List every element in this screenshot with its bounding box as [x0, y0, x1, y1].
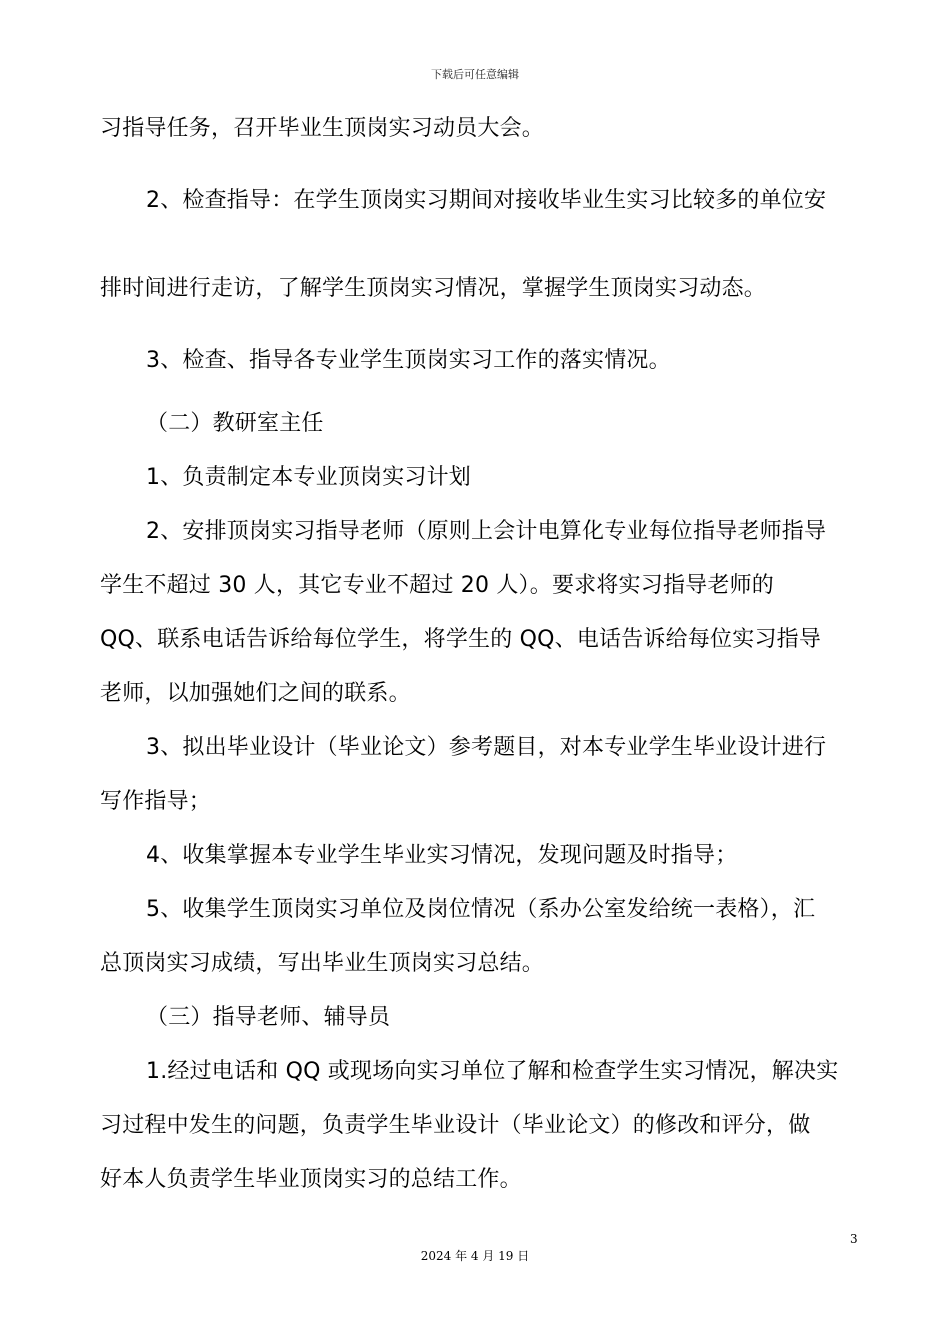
body-line: 习过程中发生的问题，负责学生毕业设计（毕业论文）的修改和评分，做 — [100, 1113, 811, 1138]
page-header: 下载后可任意编辑 — [431, 68, 519, 81]
body-line: 老师，以加强她们之间的联系。 — [100, 681, 411, 706]
page-number: 3 — [850, 1232, 858, 1246]
body-line: 写作指导； — [100, 789, 212, 814]
section-heading: （二）教研室主任 — [146, 411, 324, 436]
body-line: QQ、联系电话告诉给每位学生，将学生的 QQ、电话告诉给每位实习指导 — [100, 627, 822, 652]
body-line: 1、负责制定本专业顶岗实习计划 — [146, 465, 471, 490]
body-line: 学生不超过 30 人，其它专业不超过 20 人）。要求将实习指导老师的 — [100, 573, 774, 598]
footer-date: 2024 年 4 月 19 日 — [420, 1249, 530, 1263]
body-line: 好本人负责学生毕业顶岗实习的总结工作。 — [100, 1167, 522, 1192]
body-line: 3、拟出毕业设计（毕业论文）参考题目，对本专业学生毕业设计进行 — [146, 735, 827, 760]
body-line: 4、收集掌握本专业学生毕业实习情况，发现问题及时指导； — [146, 843, 738, 868]
body-line: 3、检查、指导各专业学生顶岗实习工作的落实情况。 — [146, 348, 671, 373]
section-heading: （三）指导老师、辅导员 — [146, 1005, 391, 1030]
body-line: 总顶岗实习成绩，写出毕业生顶岗实习总结。 — [100, 951, 545, 976]
body-line: 排时间进行走访，了解学生顶岗实习情况，掌握学生顶岗实习动态。 — [100, 276, 767, 301]
body-line: 5、收集学生顶岗实习单位及岗位情况（系办公室发给统一表格），汇 — [146, 897, 816, 922]
body-line: 习指导任务，召开毕业生顶岗实习动员大会。 — [100, 116, 545, 141]
body-line: 2、安排顶岗实习指导老师（原则上会计电算化专业每位指导老师指导 — [146, 519, 827, 544]
body-line: 1.经过电话和 QQ 或现场向实习单位了解和检查学生实习情况，解决实 — [146, 1059, 839, 1084]
body-line: 2、检查指导：在学生顶岗实习期间对接收毕业生实习比较多的单位安 — [146, 188, 827, 213]
